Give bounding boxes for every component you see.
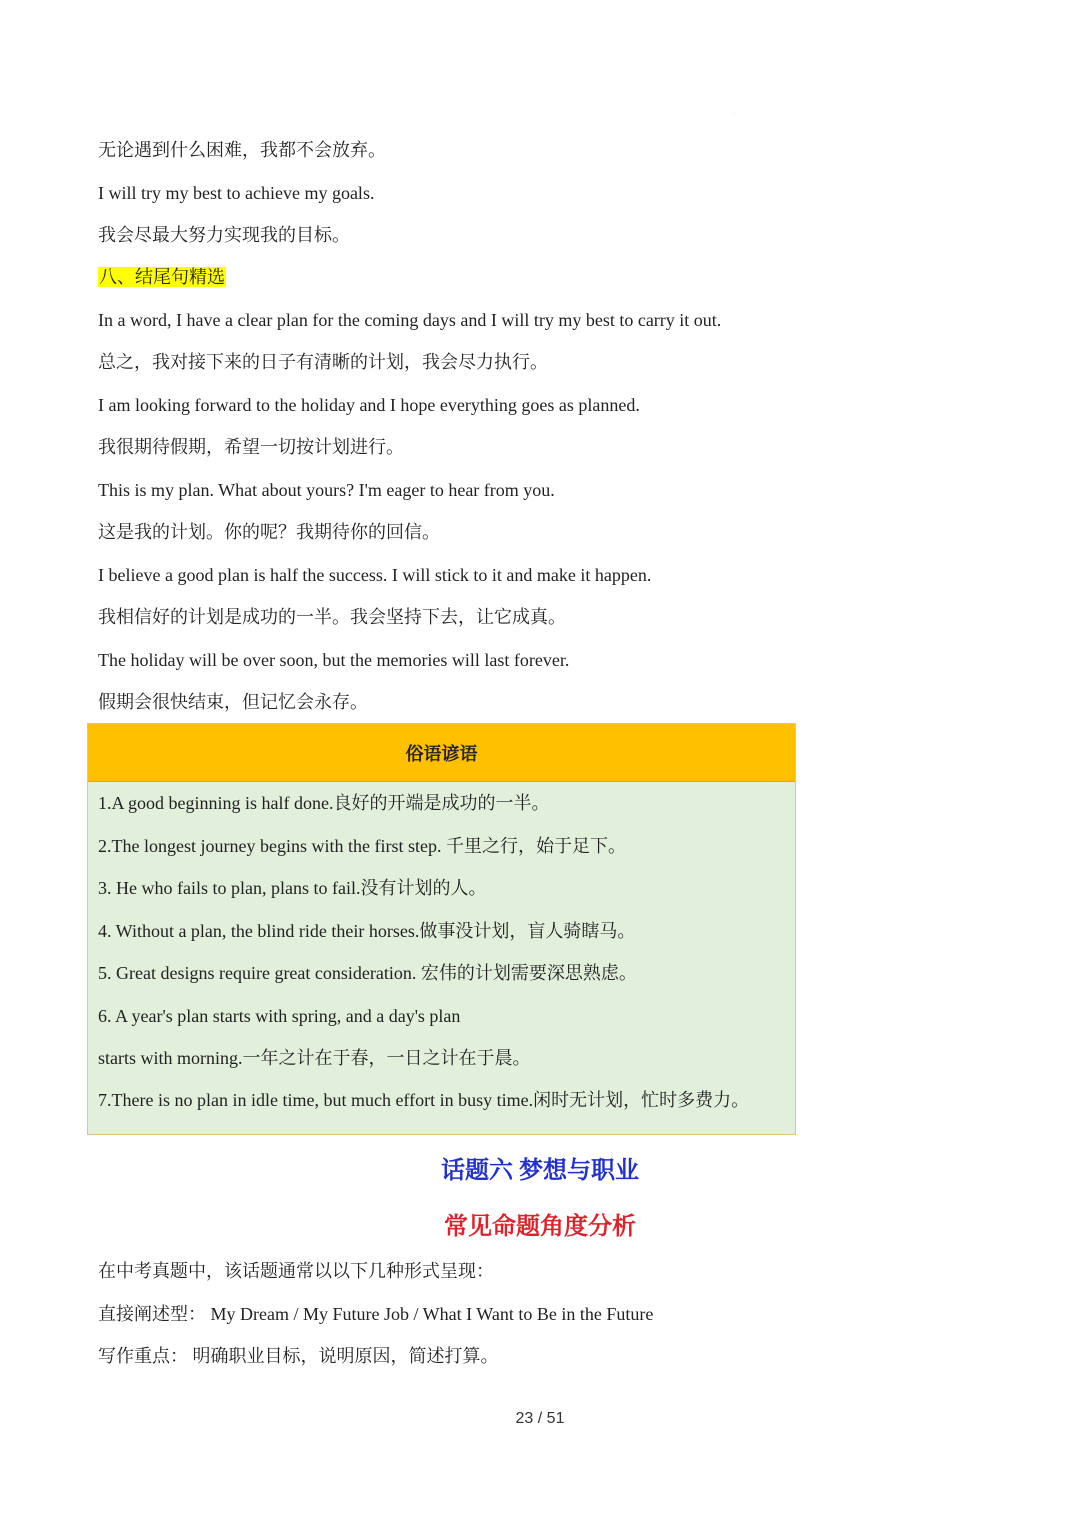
text-line: 无论遇到什么困难，我都不会放弃。 xyxy=(98,140,386,160)
writing-focus-line: 写作重点： 明确职业目标，说明原因，简述打算。 xyxy=(98,1346,499,1366)
text-line: This is my plan. What about yours? I'm eager to hear from you. xyxy=(98,480,555,500)
intro-line: 在中考真题中，该话题通常以以下几种形式呈现： xyxy=(98,1261,494,1281)
text-line: The holiday will be over soon, but the memories will last forever. xyxy=(98,650,570,670)
proverb-item: 3. He who fails to plan, plans to fail.没有计划的人。 xyxy=(98,878,487,898)
text-line: I will try my best to achieve my goals. xyxy=(98,183,375,203)
text-line: 总之，我对接下来的日子有清晰的计划，我会尽力执行。 xyxy=(98,352,548,372)
proverb-item: 5. Great designs require great consideration. 宏伟的计划需要深思熟虑。 xyxy=(98,963,637,983)
direct-type-line: 直接阐述型： My Dream / My Future Job / What I Want to Be in the Future xyxy=(98,1304,654,1324)
text-line: 这是我的计划。你的呢？我期待你的回信。 xyxy=(98,522,440,542)
analysis-title: 常见命题角度分析 xyxy=(444,1214,636,1240)
text-line: 假期会很快结束，但记忆会永存。 xyxy=(98,692,368,712)
proverb-item: 7.There is no plan in idle time, but much effort in busy time.闲时无计划，忙时多费力。 xyxy=(98,1090,750,1110)
proverb-table-header: 俗语谚语 xyxy=(88,724,795,782)
text-line: I am looking forward to the holiday and I hope everything goes as planned. xyxy=(98,395,640,415)
proverb-item: 2.The longest journey begins with the first step. 千里之行，始于足下。 xyxy=(98,836,626,856)
proverb-item: 4. Without a plan, the blind ride their horses.做事没计划，盲人骑瞎马。 xyxy=(98,921,636,941)
topic-title: 话题六 梦想与职业 xyxy=(441,1158,639,1184)
text-line: In a word, I have a clear plan for the coming days and I will try my best to carry it out. xyxy=(98,310,722,330)
text-line: 我很期待假期，希望一切按计划进行。 xyxy=(98,437,404,457)
proverb-item: 6. A year's plan starts with spring, and a day's plan xyxy=(98,1006,461,1026)
text-line: 我会尽最大努力实现我的目标。 xyxy=(98,225,350,245)
highlighted-heading-text: 八、结尾句精选 xyxy=(99,267,225,287)
page-number: 23 / 51 xyxy=(515,1410,565,1427)
text-line: I believe a good plan is half the success. I will stick to it and make it happen. xyxy=(98,565,652,585)
proverb-item: starts with morning.一年之计在于春，一日之计在于晨。 xyxy=(98,1048,531,1068)
proverb-item: 1.A good beginning is half done.良好的开端是成功的一半。 xyxy=(98,793,550,813)
text-line: 我相信好的计划是成功的一半。我会坚持下去，让它成真。 xyxy=(98,607,566,627)
page-mark: · xyxy=(733,111,735,117)
section-heading xyxy=(98,264,226,290)
proverb-table xyxy=(87,723,796,1135)
